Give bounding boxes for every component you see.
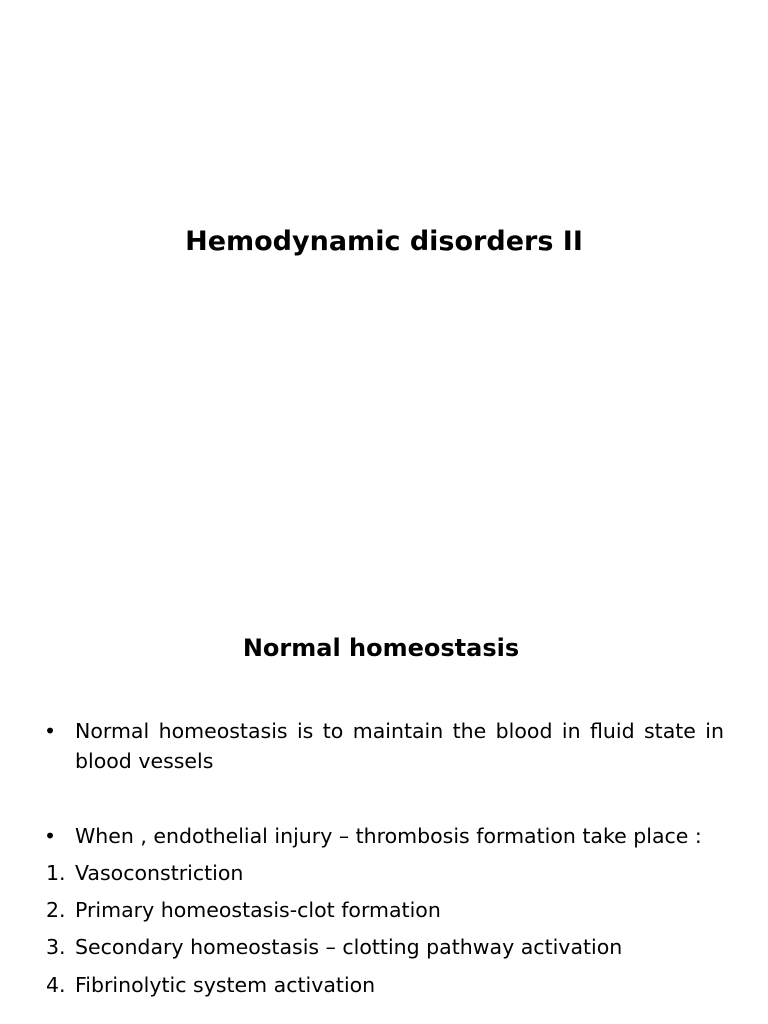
bullet-marker: • [44,719,57,743]
section-title: Normal homeostasis [242,634,520,662]
bullet-text: Normal homeostasis is to maintain the blood in fluid state in blood vessels [75,719,724,773]
slide-title: Hemodynamic disorders II [185,226,583,257]
bullet-text: When , endothelial injury – thrombosis formation take place : [75,824,702,848]
number-marker: 3. [46,935,66,959]
number-marker: 2. [46,898,66,922]
numbered-item [46,895,726,925]
numbered-text: Fibrinolytic system activation [75,973,376,997]
numbered-item [46,970,726,1000]
bullet-item [44,821,724,851]
numbered-text: Secondary homeostasis – clotting pathway activation [75,935,623,959]
numbered-item [46,858,726,888]
numbered-text: Vasoconstriction [75,861,244,885]
bullet-item [44,716,724,776]
bullet-marker: • [44,824,57,848]
numbered-item [46,932,726,962]
numbered-text: Primary homeostasis-clot formation [75,898,441,922]
number-marker: 1. [46,861,66,885]
number-marker: 4. [46,973,66,997]
